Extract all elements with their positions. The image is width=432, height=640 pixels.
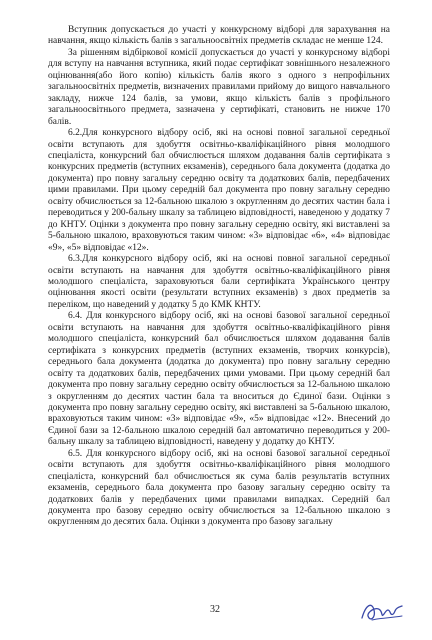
paragraph-min-score: Вступник допускається до участі у конкурсному відборі для зарахування на навчання, якщо кількість балів з загальноосвітніх предметів складає не менше 124.: [48, 25, 390, 47]
paragraph-6-2: 6.2.Для конкурсного відбору осіб, які на основі повної загальної середньої освіти вступають для здобуття освітньо-кваліфікаційного рівня молодшого спеціаліста, конкурсний бал обчислюється шляхом додавання балів сертифіката з конкурсних предметів (вступних екзаменів), середнього бала документа (додатка до документа) про повну загальну середню освіту та додаткових балів, передбачених цими правилами. При цьому середній бал документа про повну загальну середню освіту обчислюється за 12-бальною шкалою з округленням до десятих частин бала і переводиться у 200-бальну шкалу за таблицею відповідності, наведеною у додатку 7 до КНТУ. Оцінки з документа про повну загальну середню освіту, які виставлені за 5-бальною шкалою, враховуються таким чином: «3» відповідає «6», «4» відповідає «9», «5» відповідає «12».: [48, 128, 390, 253]
page-number: 32: [210, 604, 220, 615]
paragraph-commission-decision: За рішенням відбіркової комісії допускається до участі у конкурсному відборі для вступу на навчання вступника, який подає сертифікат зовнішнього незалежного оцінювання(або його копію) кількість балів якого з одного з непрофільних загальноосвітніх предметів, визначених правилами прийому до вищого навчального закладу, нижче 124 балів, за умови, якщо кількість балів з профільного загальноосвітнього предмета, зазначена у сертифікаті, становить не нижче 170 балів.: [48, 47, 390, 127]
paragraph-6-3: 6.3.Для конкурсного відбору осіб, які на основі повної загальної середньої освіти вступають на навчання для здобуття освітньо-кваліфікаційного рівня молодшого спеціаліста, зараховуються бали сертифіката Українського центру оцінювання якості освіти (результати вступних екзаменів) з двох предметів за переліком, що наведений у додатку 5 до КМК КНТУ.: [48, 254, 390, 310]
signature-image: [358, 596, 406, 628]
paragraph-6-5: 6.5. Для конкурсного відбору осіб, які на основі базової загальної середньої освіти вступають для здобуття освітньо-кваліфікаційного рівня молодшого спеціаліста, конкурсний бал обчислюється як сума балів результатів вступних екзаменів, середнього бала документа про базову загальну середню освіту та додаткових балів у передбачених цими правилами випадках. Середній бал документа про базову середню освіту обчислюється за 12-бальною шкалою з округленням до десятих бала. Оцінки з документа про базову загальну: [48, 448, 390, 528]
document-body: [48, 25, 390, 529]
paragraph-6-4: 6.4. Для конкурсного відбору осіб, які на основі базової загальної середньої освіти вступають на навчання для здобуття освітньо-кваліфікаційного рівня молодшого спеціаліста, конкурсний бал обчислюється шляхом додавання балів сертифіката з конкурсних предметів (вступних екзаменів, творчих конкурсів), середнього бала документа (додатка до документа) про повну загальну середню освіту та додаткових балів, передбачених цими умовами. При цьому середній бал документа про повну загальну середню освіту обчислюється за 12-бальною шкалою з округленням до десятих частин бала та вноситься до Єдиної бази. Оцінки з документа про повну загальну середню освіту, які виставлені за 5-бальною шкалою, враховуються таким чином: «3» відповідає «9», «5» відповідає «12». Внесений до Єдиної бази за 12-бальною шкалою середній бал автоматично переводиться у 200-бальну шкалу за таблицею відповідності, наведену у додатку до КНТУ.: [48, 311, 390, 448]
